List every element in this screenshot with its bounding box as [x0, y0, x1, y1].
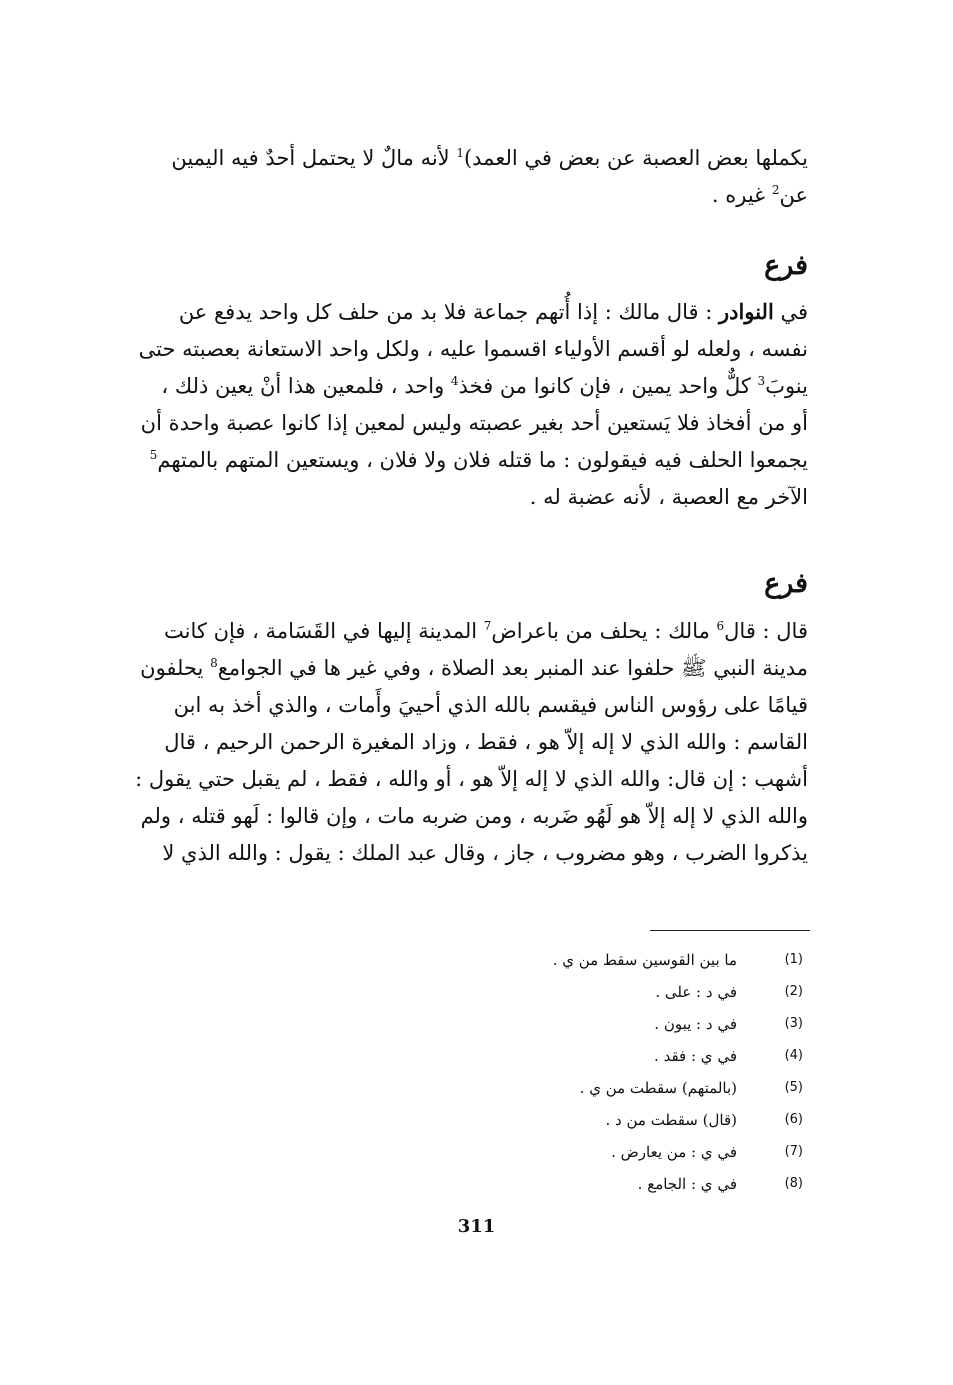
footnote — [553, 1072, 803, 1104]
paragraph-3 — [128, 613, 808, 872]
footnote-ref: 6 — [716, 619, 725, 633]
bold-term: النوادر — [719, 299, 774, 324]
footnote-ref: 2 — [771, 183, 780, 197]
footnote-number: (7) — [784, 1144, 803, 1159]
footnote-ref: 1 — [456, 146, 464, 160]
text-line: في النوادر : قال مالك : إذا أُتهم جماعة فلا بد من حلف كل واحد يدفع عن — [178, 299, 808, 324]
footnote-text: ما بين القوسين سقط من ي . — [552, 951, 737, 969]
footnote-number: (3) — [784, 1016, 803, 1031]
paragraph-1 — [128, 140, 808, 214]
footnote-text: في د : يبون . — [654, 1015, 737, 1033]
text-line: قال : قال$^6$ مالك : يحلف من باعراض$^7$ المدينة إليها في القَسَامة ، فإن كانت — [164, 619, 808, 643]
footnote — [553, 976, 803, 1008]
footnote-text: (قال) سقطت من د . — [605, 1111, 737, 1129]
text-line: عن$^2$ غيره . — [711, 183, 808, 207]
text-line: يذكروا الضرب ، وهو مضروب ، جاز ، وقال عبد الملك : يقول : والله الذي لا — [162, 841, 808, 865]
footnote — [553, 1168, 803, 1200]
text-line: أو من أفخاذ فلا يَستعين أحد بغير عصبته وليس لمعين إذا كانوا عصبة واحدة أن — [140, 411, 808, 435]
page-number: 311 — [457, 1216, 496, 1237]
text-line: أشهب : إن قال: والله الذي لا إله إلاّ هو ، أو والله ، فقط ، لم يقبل حتي يقول : — [135, 767, 808, 791]
text-line: يجمعوا الحلف فيه فيقولون : ما قتله فلان ولا فلان ، ويستعين المتهم بالمتهم$^5$ — [149, 448, 808, 472]
footnote — [553, 1104, 803, 1136]
footnote — [553, 1136, 803, 1168]
footnote-ref: 8 — [210, 656, 218, 670]
footnotes — [553, 944, 803, 1200]
text-line: نفسه ، ولعله لو أقسم الأولياء اقسموا عليه ، ولكل واحد الاستعانة بعصبته حتى — [138, 337, 808, 361]
text-line: والله الذي لا إله إلاّ هو لَهُو ضَربه ، ومن ضربه مات ، وإن قالوا : لَهو قتله ، ولم — [140, 804, 808, 828]
paragraph-2 — [128, 293, 808, 516]
text-line: ينوبَ$^3$ كلٌّ واحد يمين ، فإن كانوا من فخذ$^4$ واحد ، فلمعين هذا أنْ يعين ذلك ، — [161, 374, 808, 398]
footnote-number: (6) — [784, 1112, 803, 1127]
footnote — [553, 1008, 803, 1040]
footnote — [553, 944, 803, 976]
footnote-text: في د : على . — [655, 983, 737, 1001]
footnote-ref: 3 — [757, 374, 766, 388]
footnote — [553, 1040, 803, 1072]
footnote-number: (5) — [784, 1080, 803, 1095]
footnote-number: (4) — [784, 1048, 803, 1063]
text-line: مدينة النبي ﷺ حلفوا عند المنبر بعد الصلاة ، وفي غير ها في الجوامع$^8$ يحلفون — [140, 656, 808, 680]
section-heading-2: فرع — [764, 568, 808, 599]
footnote-divider — [650, 930, 810, 931]
text-line: الآخر مع العصبة ، لأنه عضبة له . — [529, 485, 808, 509]
section-heading-1: فرع — [764, 250, 808, 281]
footnote-text: (بالمتهم) سقطت من ي . — [579, 1079, 737, 1097]
footnote-ref: 5 — [149, 448, 158, 462]
text-line: القاسم : والله الذي لا إله إلاّ هو ، فقط ، وزاد المغيرة الرحمن الرحيم ، قال — [164, 730, 808, 754]
text-line: يكملها بعض العصبة عن بعض في العمد)$^1$ لأنه مالٌ لا يحتمل أحدٌ فيه اليمين — [171, 146, 808, 170]
footnote-ref: 4 — [450, 374, 459, 388]
footnote-number: (1) — [784, 952, 803, 967]
footnote-text: في ي : الجامع . — [637, 1175, 737, 1193]
footnote-ref: 7 — [483, 619, 492, 633]
text-line: قيامًا على رؤوس الناس فيقسم بالله الذي أحييَ وأَمات ، والذي أخذ به ابن — [173, 693, 808, 717]
footnote-text: في ي : من يعارض . — [611, 1143, 737, 1161]
footnote-number: (8) — [784, 1176, 803, 1191]
footnote-number: (2) — [784, 984, 803, 999]
footnote-text: في ي : فقد . — [654, 1047, 737, 1065]
